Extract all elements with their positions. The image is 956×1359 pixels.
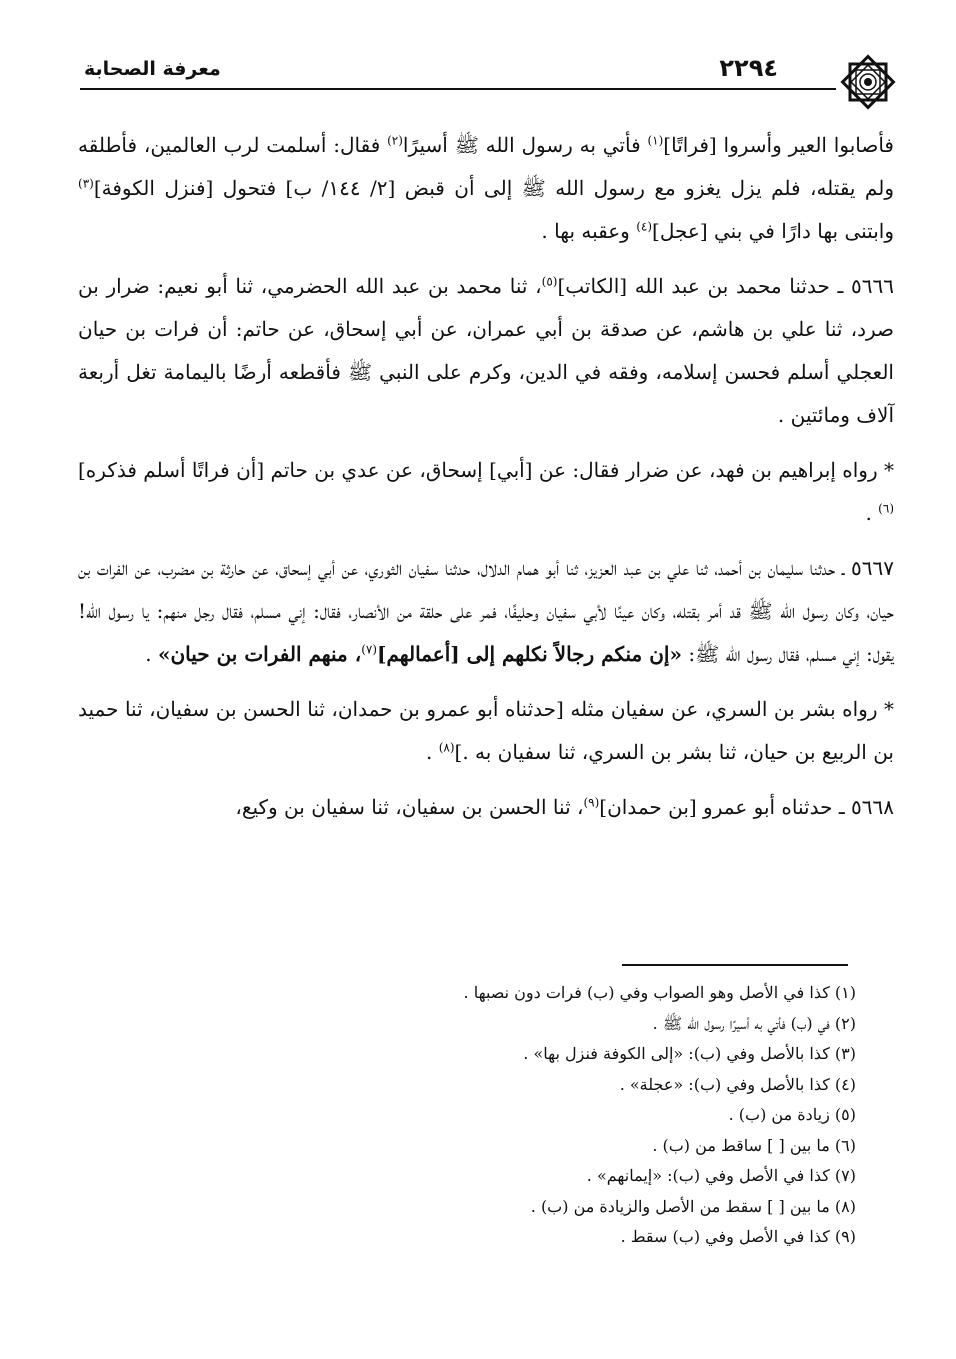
- footnote: (٢) في (ب) فأتي به أسيرًا رسول الله ﷺ .: [652, 1013, 856, 1033]
- text-run: .: [865, 501, 879, 525]
- paragraph: [78, 547, 894, 676]
- header-rule: [80, 88, 836, 90]
- footnote: (٩) كذا في الأصل وفي (ب) سقط .: [620, 1227, 856, 1246]
- footnotes: [300, 978, 856, 1253]
- running-title: معرفة الصحابة: [84, 58, 221, 80]
- paragraph: [78, 688, 894, 774]
- paragraph: [78, 786, 894, 829]
- text-run: .: [145, 642, 158, 666]
- text-run: * رواه بشر بن السري، عن سفيان مثله [حدثناه أبو عمرو بن حمدان، ثنا الحسن بن سفيان، ثنا حميد بن الربيع بن حيان، ثنا بشر بن السري، ثنا سفيان به .]: [78, 697, 894, 764]
- text-run: وابتنى بها دارًا في بني [عجل]: [652, 219, 894, 243]
- text-run: ٥٦٦٦ ـ حدثنا محمد بن عبد الله [الكاتب]: [557, 274, 895, 298]
- footnote-marker: (٩): [583, 795, 600, 810]
- text-run: فأتي به رسول الله ﷺ أسيرًا: [402, 133, 648, 157]
- text-run: فأصابوا العير وأسروا [فراتًا]: [663, 133, 894, 157]
- text-run: ٥٦٦٧ ـ حدثنا سليمان بن أحمد، ثنا علي بن عبد العزيز، ثنا أبو همام الدلال، حدثنا سفيان الثوري، عن أبي إسحاق، عن حارثة بن مضرب، عن الفرات بن حيان، وكان رسول الله ﷺ قد أمر بقتله، وكان عينًا لأبي سفيان وحليفًا، فمر على حلقة من الأنصار، فقال: إني مسلم، فقال رجل منهم: يا رسول الله! يقول: إني مسلم، فقال رسول الله ﷺ:: [78, 556, 894, 666]
- main-text: [78, 124, 894, 841]
- text-run: ، ثنا محمد بن عبد الله الحضرمي، ثنا أبو نعيم: ضرار بن صرد، ثنا علي بن هاشم، عن صدقة بن أبي عمران، عن أبي إسحاق، عن حاتم: أن فرات بن حيان العجلي أسلم فحسن إسلامه، وفقه في الدين، وكرم على النبي ﷺ فأقطعه أرضًا باليمامة تغل أربعة آلاف ومائتين .: [78, 274, 894, 427]
- text-run: ٥٦٦٨ ـ حدثناه أبو عمرو [بن حمدان]: [599, 795, 894, 819]
- paragraph: [78, 449, 894, 535]
- footnote-marker: (٧): [361, 642, 378, 657]
- footnote-marker: (٣): [78, 176, 94, 191]
- footnote: (٥) زيادة من (ب) .: [728, 1105, 856, 1124]
- footnote: (٣) كذا بالأصل وفي (ب): «إلى الكوفة فنزل بها» .: [523, 1044, 856, 1063]
- paragraph: [78, 265, 894, 437]
- footnote-marker: (٢): [387, 133, 403, 148]
- footnote-separator: [622, 964, 848, 966]
- footnote-marker: (٤): [636, 219, 653, 234]
- octagram-ornament-icon: [838, 52, 898, 112]
- footnote: (٤) كذا بالأصل وفي (ب): «عجلة» .: [619, 1074, 856, 1094]
- footnote-marker: (٨): [438, 740, 455, 755]
- footnote-marker: (١): [647, 133, 664, 148]
- footnote: (٦) ما بين [ ] ساقط من (ب) .: [652, 1135, 856, 1155]
- text-run: وعقبه بها .: [541, 219, 637, 243]
- text-run: .: [425, 740, 439, 764]
- page-header: [80, 52, 898, 112]
- text-run: ، ثنا الحسن بن سفيان، ثنا سفيان بن وكيع،: [235, 795, 584, 819]
- emphasized-text: «إن منكم رجالاً نكلهم إلى [أعمالهم]: [377, 642, 682, 666]
- footnote-marker: (٥): [541, 274, 558, 289]
- page-number: ٢٢٩٤: [719, 54, 778, 82]
- text-run: فقال: أسلمت لرب العالمين، فأطلقه ولم يقتله، فلم يزل يغزو مع رسول الله ﷺ إلى أن قبض [٢/ ١٤٤/ ب] فتحول [فنزل الكوفة]: [78, 133, 894, 200]
- footnote: (٧) كذا في الأصل وفي (ب): «إيمانهم» .: [586, 1166, 856, 1185]
- footnote: (١) كذا في الأصل وهو الصواب وفي (ب) فرات دون نصبها .: [463, 983, 856, 1002]
- emphasized-text: ، منهم الفرات بن حيان»: [157, 642, 362, 666]
- footnote-marker: (٦): [878, 501, 894, 516]
- paragraph: [78, 124, 894, 253]
- text-run: * رواه إبراهيم بن فهد، عن ضرار فقال: عن [أبي] إسحاق، عن عدي بن حاتم [أن فراتًا أسلم فذكره]: [78, 458, 894, 482]
- footnote: (٨) ما بين [ ] سقط من الأصل والزيادة من (ب) .: [530, 1196, 856, 1216]
